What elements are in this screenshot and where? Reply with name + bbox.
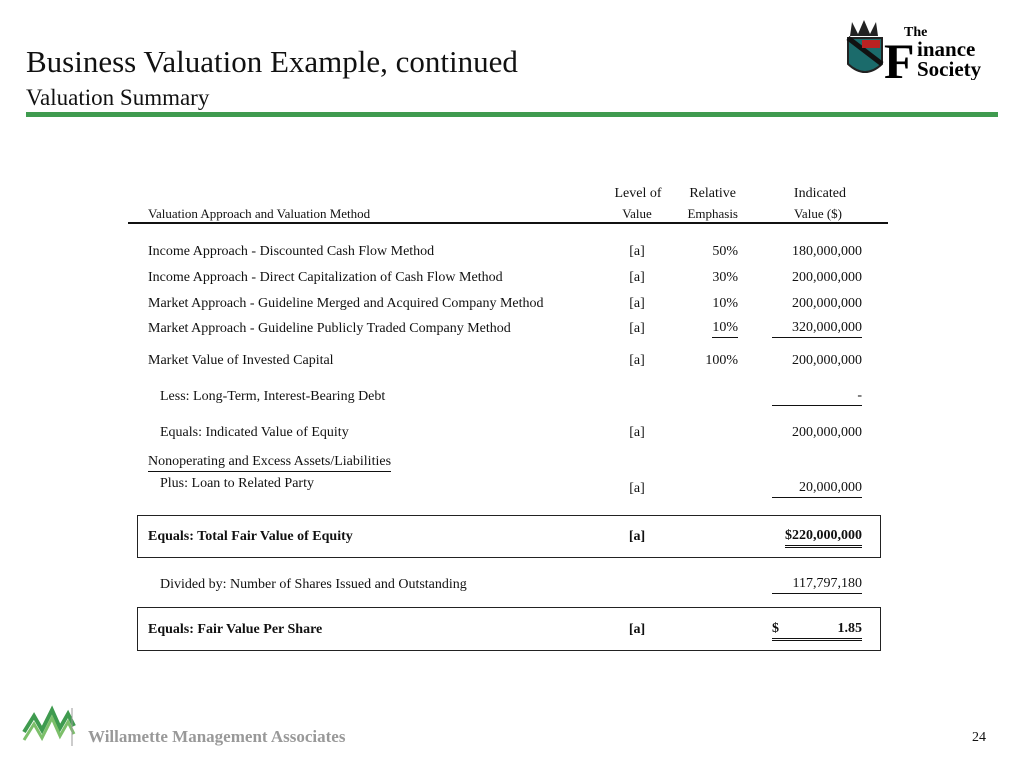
header-level-1: Level of bbox=[614, 186, 662, 201]
willamette-logo bbox=[22, 704, 76, 751]
page-number: 24 bbox=[972, 730, 986, 745]
nonop-heading: Nonoperating and Excess Assets/Liabilities bbox=[148, 453, 864, 473]
total-equity-row: Equals: Total Fair Value of Equity [a] $220,000,000 bbox=[148, 527, 864, 547]
header-value-1: Indicated bbox=[793, 186, 846, 201]
table-row: Income Approach - Direct Capitalization of Cash Flow Method [a] 30% 200,000,000 bbox=[148, 270, 862, 285]
svg-text:F: F bbox=[884, 33, 915, 80]
svg-text:The: The bbox=[904, 25, 928, 40]
svg-text:inance: inance bbox=[917, 37, 976, 61]
table-row: Income Approach - Discounted Cash Flow Method [a] 50% 180,000,000 bbox=[148, 244, 862, 259]
debt-row: Less: Long-Term, Interest-Bearing Debt - bbox=[160, 388, 862, 404]
crest-icon bbox=[842, 16, 998, 80]
svg-text:Society: Society bbox=[917, 57, 982, 80]
loan-row: Plus: Loan to Related Party [a] 20,000,000 bbox=[160, 476, 862, 496]
header-value-2: Value ($) bbox=[793, 206, 842, 221]
table-row: Market Approach - Guideline Merged and Acquired Company Method [a] 10% 200,000,000 bbox=[148, 296, 862, 311]
header-emphasis-2: Emphasis bbox=[687, 206, 738, 221]
finance-society-logo bbox=[842, 16, 998, 80]
table-row: Market Approach - Guideline Publicly Traded Company Method [a] 10% 320,000,000 bbox=[148, 320, 862, 336]
header-method: Valuation Approach and Valuation Method bbox=[148, 206, 371, 221]
header-level-2: Value bbox=[622, 206, 652, 221]
footer-company: Willamette Management Associates bbox=[88, 727, 346, 746]
page-subtitle: Valuation Summary bbox=[26, 85, 210, 110]
mvic-row: Market Value of Invested Capital [a] 100% 200,000,000 bbox=[148, 353, 862, 368]
header-divider bbox=[26, 112, 998, 117]
equity-row: Equals: Indicated Value of Equity [a] 200,000,000 bbox=[160, 425, 862, 440]
header-emphasis-1: Relative bbox=[689, 186, 736, 201]
page-title: Business Valuation Example, continued bbox=[26, 44, 518, 79]
header-rule bbox=[128, 222, 888, 224]
shares-row: Divided by: Number of Shares Issued and Outstanding 117,797,180 bbox=[160, 576, 862, 592]
per-share-row: Equals: Fair Value Per Share [a] $ 1.85 bbox=[148, 620, 864, 640]
mountain-icon bbox=[22, 704, 76, 746]
